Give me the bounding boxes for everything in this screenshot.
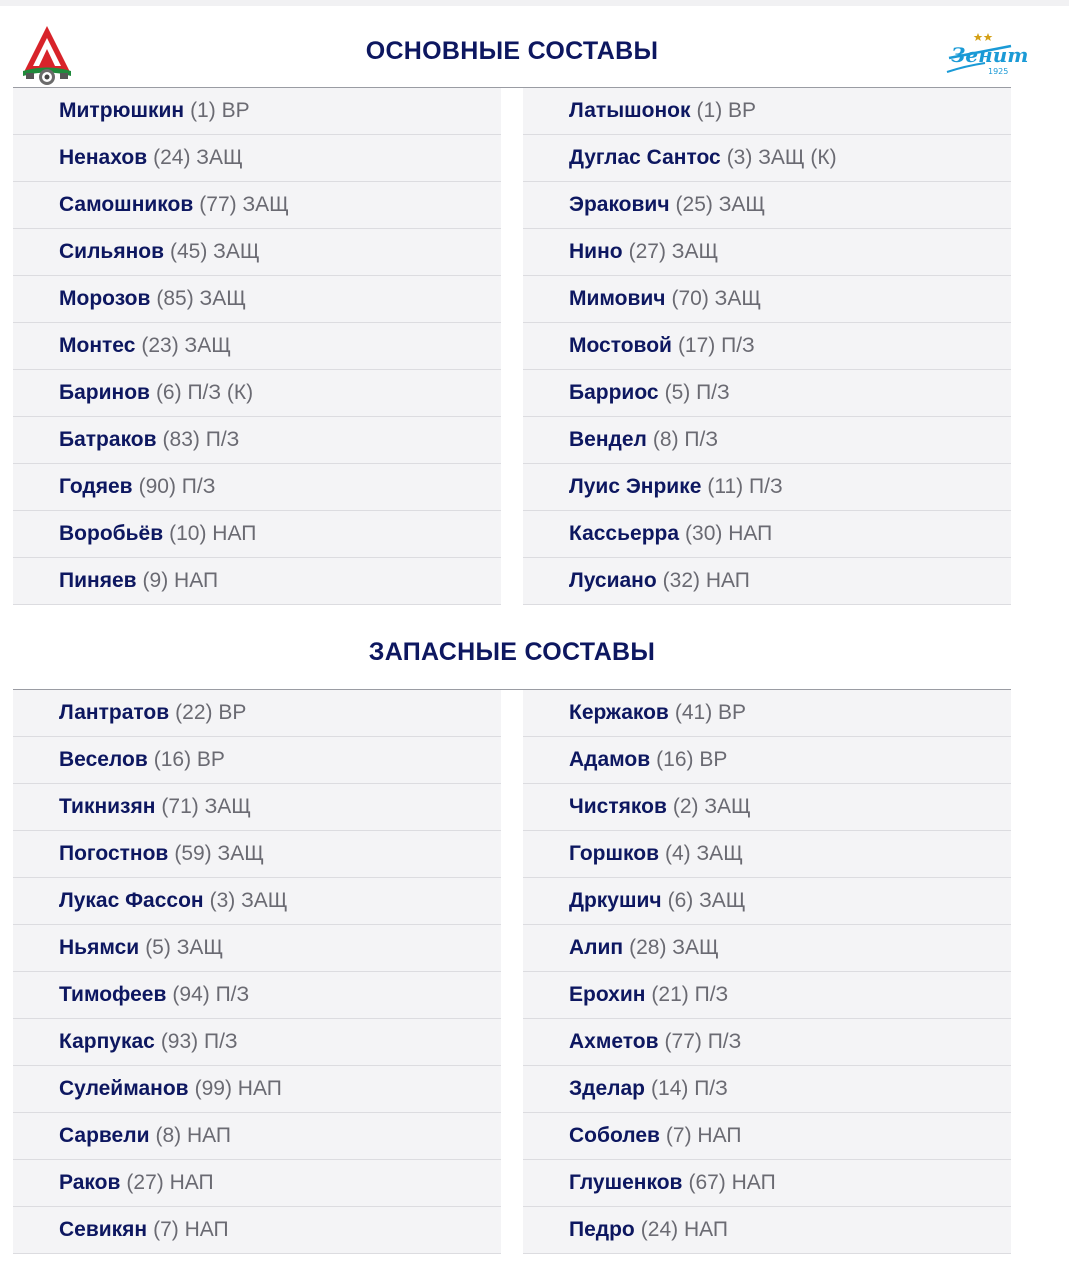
player-name: Алип (569, 936, 624, 959)
player-info: (2) ЗАЩ (672, 795, 751, 818)
home-substitutes-list (13, 690, 501, 1254)
player-name: Тикнизян (59, 795, 156, 818)
player-info: (4) ЗАЩ (665, 842, 743, 865)
player-name: Нино (569, 240, 623, 263)
player-name: Мостовой (569, 334, 672, 357)
list-item (523, 1160, 1011, 1207)
player-name: Ненахов (59, 146, 148, 169)
player-info: (30) НАП (685, 522, 773, 545)
player-info: (5) П/З (664, 381, 730, 404)
player-name: Барриос (569, 381, 659, 404)
list-item (523, 370, 1011, 417)
substitutes-lineups (13, 690, 1011, 1254)
player-name: Дуглас Сантос (569, 146, 721, 169)
player-name: Адамов (569, 748, 651, 771)
svg-text:1925: 1925 (988, 67, 1009, 76)
player-name: Батраков (59, 428, 157, 451)
player-info: (6) ЗАЩ (667, 889, 746, 912)
player-name: Ньямси (59, 936, 140, 959)
player-name: Дркушич (569, 889, 662, 912)
list-item (523, 135, 1011, 182)
list-item (13, 972, 501, 1019)
away-starting-list (523, 88, 1011, 605)
substitutes-title: ЗАПАСНЫЕ СОСТАВЫ (368, 638, 656, 666)
list-item (13, 1207, 501, 1254)
player-info: (59) ЗАЩ (174, 842, 264, 865)
player-info: (3) ЗАЩ (209, 889, 288, 912)
list-item (13, 1019, 501, 1066)
player-info: (83) П/З (162, 428, 240, 451)
starting-header (13, 6, 1029, 87)
list-item (13, 1066, 501, 1113)
player-name: Эракович (569, 193, 670, 216)
player-name: Баринов (59, 381, 150, 404)
player-info: (71) ЗАЩ (161, 795, 251, 818)
list-item (13, 276, 501, 323)
player-name: Педро (569, 1218, 635, 1241)
list-item (13, 323, 501, 370)
player-info: (93) П/З (160, 1030, 238, 1053)
player-info: (8) НАП (155, 1124, 232, 1147)
list-item (13, 511, 501, 558)
list-item (13, 417, 501, 464)
away-substitutes-list (523, 690, 1011, 1254)
svg-text:Зенит: Зенит (951, 43, 1029, 67)
zenit-logo-icon (945, 32, 1029, 78)
list-item (523, 1066, 1011, 1113)
player-info: (41) ВР (674, 701, 747, 724)
player-name: Веселов (59, 748, 148, 771)
player-name: Воробьёв (59, 522, 164, 545)
player-info: (16) ВР (153, 748, 225, 771)
player-name: Сильянов (59, 240, 164, 263)
player-name: Раков (59, 1171, 121, 1194)
player-name: Морозов (59, 287, 151, 310)
list-item (523, 1207, 1011, 1254)
list-item (523, 417, 1011, 464)
player-name: Чистяков (569, 795, 667, 818)
player-name: Годяев (59, 475, 133, 498)
player-name: Лусиано (569, 569, 657, 592)
list-item (523, 1113, 1011, 1160)
player-name: Вендел (569, 428, 647, 451)
player-info: (45) ЗАЩ (170, 240, 260, 263)
list-item (13, 831, 501, 878)
list-item (13, 464, 501, 511)
player-info: (24) НАП (640, 1218, 728, 1241)
player-info: (1) ВР (696, 99, 757, 122)
list-item (13, 558, 501, 605)
player-info: (90) П/З (138, 475, 216, 498)
player-info: (28) ЗАЩ (629, 936, 719, 959)
player-name: Сарвели (59, 1124, 150, 1147)
player-name: Лантратов (59, 701, 170, 724)
player-name: Монтес (59, 334, 136, 357)
list-item (13, 690, 501, 737)
player-name: Митрюшкин (59, 99, 185, 122)
player-info: (7) НАП (665, 1124, 742, 1147)
list-item (523, 229, 1011, 276)
player-info: (23) ЗАЩ (141, 334, 231, 357)
list-item (13, 182, 501, 229)
lineups-container (13, 6, 1029, 1254)
player-name: Латышонок (569, 99, 691, 122)
player-name: Тимофеев (59, 983, 167, 1006)
player-info: (70) ЗАЩ (671, 287, 762, 310)
player-info: (25) ЗАЩ (675, 193, 766, 216)
list-item (13, 88, 501, 135)
player-info: (1) ВР (190, 99, 250, 122)
player-info: (94) П/З (172, 983, 250, 1006)
list-item (523, 972, 1011, 1019)
starting-lineups (13, 88, 1011, 605)
player-name: Горшков (569, 842, 659, 865)
player-info: (10) НАП (169, 522, 257, 545)
player-info: (16) ВР (656, 748, 728, 771)
player-name: Ахметов (569, 1030, 659, 1053)
list-item (523, 88, 1011, 135)
player-name: Зделар (569, 1077, 646, 1100)
player-info: (17) П/З (677, 334, 755, 357)
player-name: Карпукас (59, 1030, 155, 1053)
list-item (523, 784, 1011, 831)
player-info: (27) ЗАЩ (628, 240, 719, 263)
list-item (523, 276, 1011, 323)
player-name: Погостнов (59, 842, 169, 865)
player-name: Сулейманов (59, 1077, 189, 1100)
player-info: (24) ЗАЩ (153, 146, 243, 169)
player-name: Мимович (569, 287, 666, 310)
list-item (523, 558, 1011, 605)
player-info: (22) ВР (175, 701, 247, 724)
list-item (13, 784, 501, 831)
substitutes-header (13, 605, 1011, 689)
list-item (523, 925, 1011, 972)
player-info: (85) ЗАЩ (156, 287, 246, 310)
player-name: Ерохин (569, 983, 646, 1006)
list-item (523, 737, 1011, 784)
player-info: (27) НАП (126, 1171, 214, 1194)
list-item (13, 878, 501, 925)
player-info: (14) П/З (651, 1077, 728, 1100)
player-info: (3) ЗАЩ (К) (726, 146, 837, 169)
player-info: (7) НАП (153, 1218, 229, 1241)
list-item (13, 229, 501, 276)
player-info: (77) ЗАЩ (199, 193, 289, 216)
home-starting-list (13, 88, 501, 605)
list-item (523, 182, 1011, 229)
list-item (13, 737, 501, 784)
player-name: Кассьерра (569, 522, 680, 545)
player-info: (11) П/З (707, 475, 783, 498)
player-info: (8) П/З (652, 428, 719, 451)
player-name: Самошников (59, 193, 194, 216)
player-info: (21) П/З (651, 983, 729, 1006)
list-item (523, 323, 1011, 370)
player-name: Кержаков (569, 701, 669, 724)
player-info: (99) НАП (194, 1077, 282, 1100)
list-item (523, 464, 1011, 511)
player-info: (77) П/З (664, 1030, 742, 1053)
list-item (523, 831, 1011, 878)
list-item (523, 690, 1011, 737)
player-name: Глушенков (569, 1171, 683, 1194)
list-item (13, 135, 501, 182)
list-item (523, 511, 1011, 558)
player-name: Лукас Фассон (59, 889, 204, 912)
list-item (13, 1113, 501, 1160)
list-item (13, 1160, 501, 1207)
player-info: (6) П/З (К) (155, 381, 254, 404)
list-item (13, 370, 501, 417)
player-name: Соболев (569, 1124, 660, 1147)
player-name: Пиняев (59, 569, 137, 592)
list-item (523, 878, 1011, 925)
list-item (13, 925, 501, 972)
player-info: (32) НАП (662, 569, 750, 592)
list-item (523, 1019, 1011, 1066)
player-name: Луис Энрике (569, 475, 702, 498)
starting-lineups-title: ОСНОВНЫЕ СОСТАВЫ (365, 37, 659, 65)
player-info: (67) НАП (688, 1171, 776, 1194)
player-info: (9) НАП (142, 569, 219, 592)
player-name: Севикян (59, 1218, 148, 1241)
player-info: (5) ЗАЩ (145, 936, 224, 959)
